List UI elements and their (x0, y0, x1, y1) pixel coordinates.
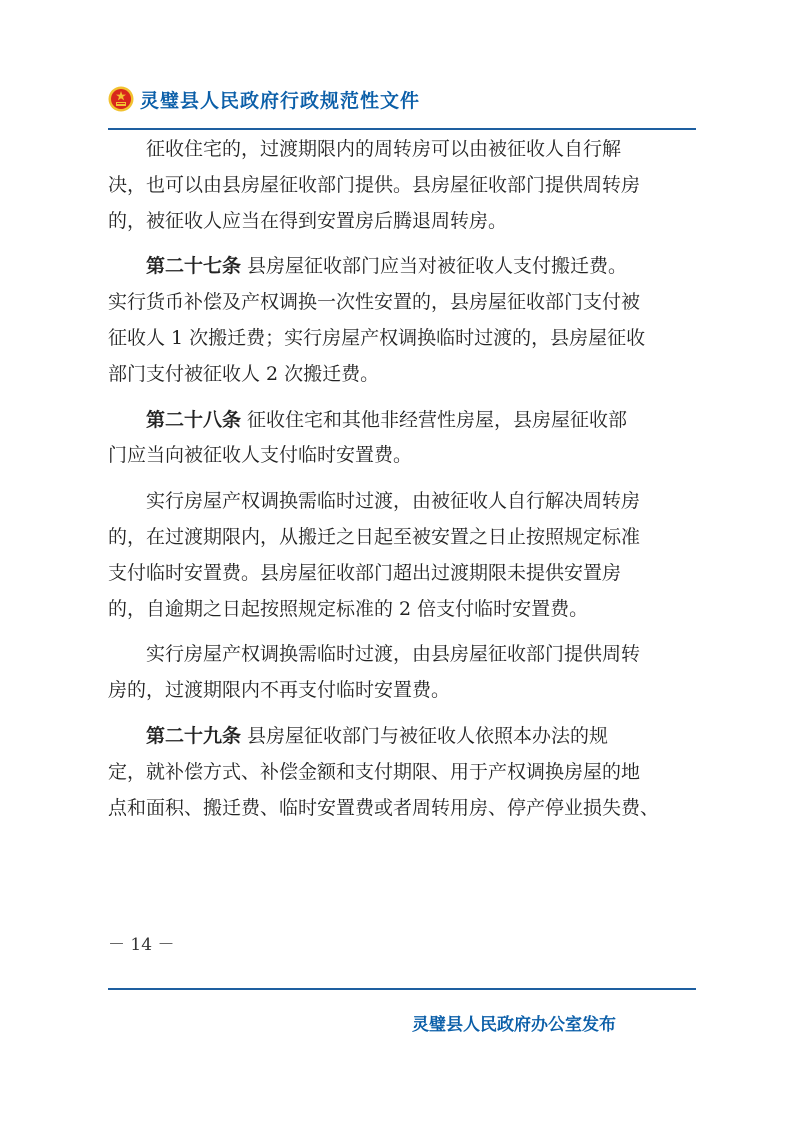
text-line: 的，自逾期之日起按照规定标准的 2 倍支付临时安置费。 (108, 597, 589, 620)
text-line: 征收住宅的，过渡期限内的周转房可以由被征收人自行解 (146, 138, 622, 160)
text-line: 部门支付被征收人 2 次搬迁费。 (108, 362, 380, 385)
header-divider (108, 128, 696, 130)
paragraph (108, 249, 696, 392)
text-line: 点和面积、搬迁费、临时安置费或者周转用房、停产停业损失费、 (108, 796, 660, 819)
text-segment: 征收住宅和其他非经营性房屋，县房屋征收部 (241, 408, 628, 431)
text-segment: 县房屋征收部门应当对被征收人支付搬迁费。 (241, 255, 628, 278)
article-number: 第二十九条 (146, 724, 242, 747)
document-header (108, 84, 698, 118)
paragraph (108, 132, 696, 239)
paragraph (108, 403, 696, 475)
paragraph (108, 484, 696, 627)
page-number: － 14 － (108, 935, 175, 955)
text-line: 实行房屋产权调换需临时过渡，由县房屋征收部门提供周转 (146, 643, 641, 666)
text-line: 实行货币补偿及产权调换一次性安置的，县房屋征收部门支付被 (108, 291, 641, 314)
text-segment: 县房屋征收部门与被征收人依照本办法的规 (241, 724, 609, 747)
footer-publisher: 灵璧县人民政府办公室发布 (412, 1015, 616, 1035)
text-line: 支付临时安置费。县房屋征收部门超出过渡期限未提供安置房 (108, 561, 622, 584)
document-body (108, 132, 696, 826)
text-line: 征收人 1 次搬迁费；实行房屋产权调换临时过渡的，县房屋征收 (108, 326, 646, 349)
text-line: 定，就补偿方式、补偿金额和支付期限、用于产权调换房屋的地 (108, 760, 641, 783)
text-line (108, 719, 696, 755)
national-emblem-icon (108, 86, 134, 112)
text-line: 的，在过渡期限内，从搬迁之日起至被安置之日止按照规定标准 (108, 525, 641, 548)
text-line: 实行房屋产权调换需临时过渡，由被征收人自行解决周转房 (146, 490, 641, 513)
text-line (108, 249, 696, 285)
article-number: 第二十八条 (146, 408, 242, 431)
header-title: 灵璧县人民政府行政规范性文件 (140, 90, 421, 112)
text-line: 决，也可以由县房屋征收部门提供。县房屋征收部门提供周转房 (108, 173, 641, 196)
footer-divider (108, 988, 696, 990)
text-line: 门应当向被征收人支付临时安置费。 (108, 444, 413, 467)
text-line: 的，被征收人应当在得到安置房后腾退周转房。 (108, 209, 508, 232)
paragraph (108, 719, 696, 826)
paragraph (108, 637, 696, 709)
text-line: 房的，过渡期限内不再支付临时安置费。 (108, 679, 451, 702)
text-line (108, 403, 696, 439)
article-number: 第二十七条 (146, 255, 242, 278)
